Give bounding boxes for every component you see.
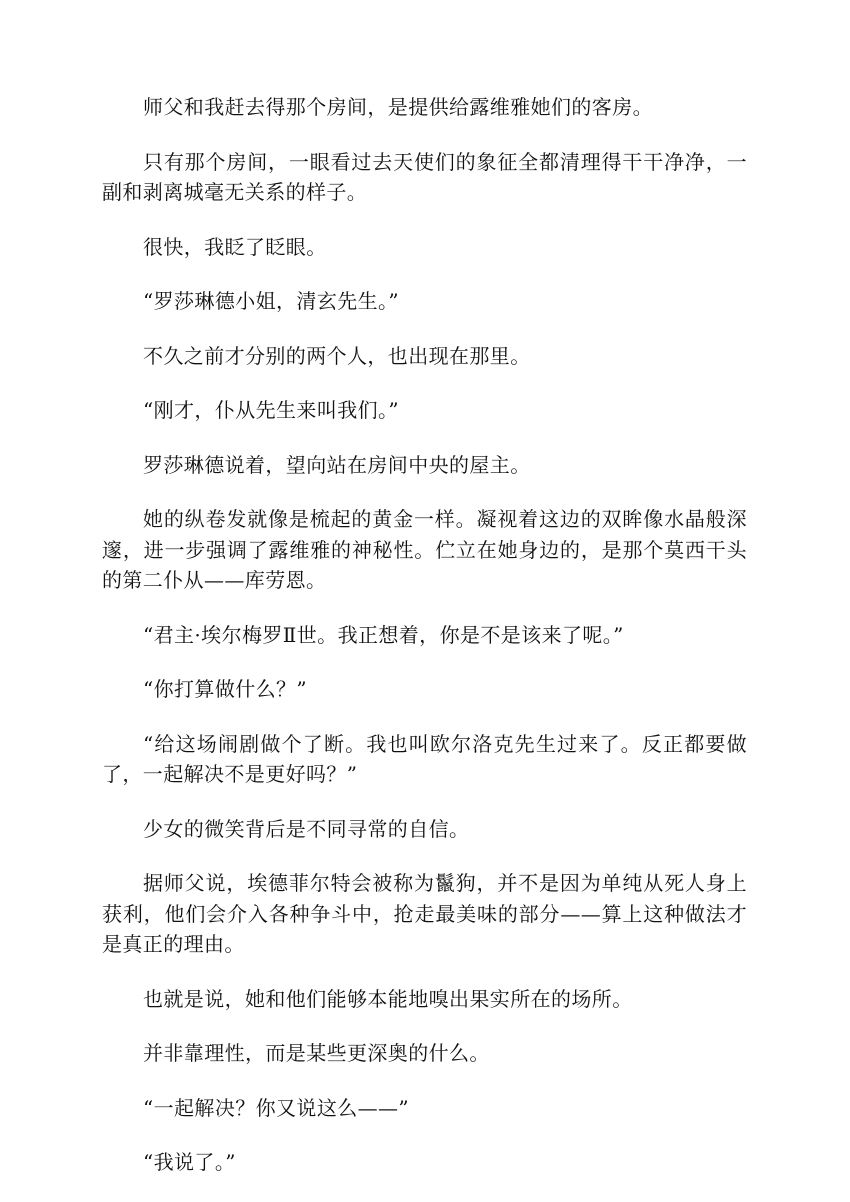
paragraph: 罗莎琳德说着，望向站在房间中央的屋主。	[143, 452, 531, 477]
document-page	[102, 92, 747, 1202]
paragraph: “君主·埃尔梅罗Ⅱ世。我正想着，你是不是该来了呢。”	[143, 622, 624, 647]
paragraph: 也就是说，她和他们能够本能地嗅出果实所在的场所。	[143, 986, 633, 1011]
paragraph: 不久之前才分别的两个人，也出现在那里。	[143, 343, 531, 368]
paragraph: “我说了。”	[143, 1150, 236, 1174]
paragraph: 很快，我眨了眨眼。	[143, 234, 327, 259]
paragraph: “你打算做什么？”	[143, 677, 308, 701]
paragraph: “罗莎琳德小姐，清玄先生。”	[143, 289, 400, 313]
paragraph: 并非靠理性，而是某些更深奥的什么。	[143, 1041, 490, 1065]
paragraph: 据师父说，埃德菲尔特会被称为鬣狗，并不是因为单纯从死人身上获利，他们会介入各种争斗中，抢走最美味的部分——算上这种做法才是真正的理由。	[102, 871, 747, 956]
paragraph: 少女的微笑背后是不同寻常的自信。	[143, 816, 470, 841]
paragraph: “给这场闹剧做个了断。我也叫欧尔洛克先生过来了。反正都要做了，一起解决不是更好吗？”	[102, 731, 747, 786]
paragraph: 师父和我赶去得那个房间，是提供给露维雅她们的客房。	[143, 95, 653, 119]
paragraph: 她的纵卷发就像是梳起的黄金一样。凝视着这边的双眸像水晶般深邃，进一步强调了露维雅的神秘性。伫立在她身边的，是那个莫西干头的第二仆从——库劳恩。	[102, 507, 747, 592]
paragraph: “一起解决？你又说这么——”	[143, 1095, 410, 1120]
paragraph: “刚才，仆从先生来叫我们。”	[143, 398, 400, 422]
paragraph: 只有那个房间，一眼看过去天使们的象征全都清理得干干净净，一副和剥离城毫无关系的样子。	[102, 149, 747, 204]
